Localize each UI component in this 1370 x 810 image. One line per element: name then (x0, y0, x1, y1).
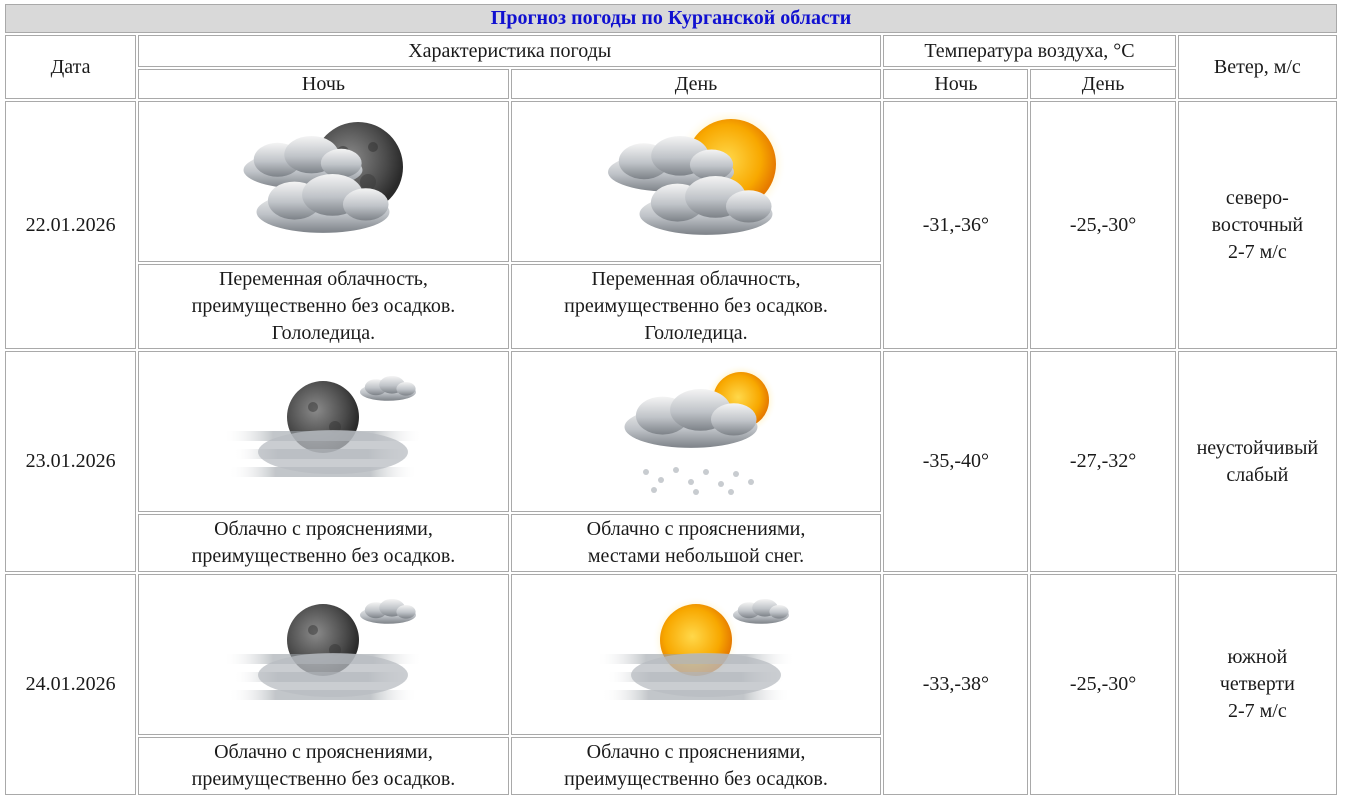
night-description (138, 514, 509, 572)
forecast-table (3, 2, 1339, 797)
partly-cloudy-day-icon (596, 112, 796, 252)
description-line: Облачно с прояснениями, (586, 518, 806, 540)
wind-cell (1178, 101, 1337, 349)
temp-night-cell: -35,-40° (883, 351, 1028, 572)
description-line: Переменная облачность, (218, 268, 428, 290)
description-line: преимущественно без осадков. (191, 768, 456, 790)
date-cell: 23.01.2026 (5, 351, 136, 572)
forecast-row (5, 574, 1337, 735)
cloudy-snow-day-icon (596, 362, 796, 502)
day-description (511, 514, 882, 572)
night-icon-cell (138, 351, 509, 512)
description-line: преимущественно без осадков. (191, 545, 456, 567)
day-description (511, 264, 882, 349)
night-description (138, 264, 509, 349)
temp-day-cell: -25,-30° (1030, 574, 1175, 795)
date-cell: 24.01.2026 (5, 574, 136, 795)
cloudy-night-icon (213, 367, 433, 497)
description-line: преимущественно без осадков. (564, 295, 828, 317)
description-line: Гололедица. (644, 322, 748, 344)
wind-text-line: северо- (1225, 186, 1289, 209)
day-icon-cell (511, 574, 882, 735)
wind-text-line: южной (1227, 646, 1288, 668)
wind-text-line: 2-7 м/с (1227, 240, 1287, 263)
header-temp-night: Ночь (883, 69, 1028, 99)
forecast-row (5, 101, 1337, 262)
date-cell: 22.01.2026 (5, 101, 136, 349)
cloudy-sun-day-icon (586, 590, 806, 720)
wind-text-line: слабый (1226, 463, 1289, 486)
description-line: преимущественно без осадков. (191, 295, 456, 317)
forecast-container (3, 2, 1339, 797)
wind-text-line: неустойчивый (1196, 436, 1319, 459)
description-line: Облачно с прояснениями, (214, 741, 433, 763)
header-weather: Характеристика погоды (138, 35, 881, 67)
temp-day-cell: -27,-32° (1030, 351, 1175, 572)
temp-day-cell: -25,-30° (1030, 101, 1175, 349)
description-line: Облачно с прояснениями, (214, 518, 433, 540)
header-wind: Ветер, м/с (1178, 35, 1337, 99)
cloudy-night-icon (213, 590, 433, 720)
header-weather-night: Ночь (138, 69, 509, 99)
wind-text-line: четверти (1219, 673, 1295, 695)
description-line: Облачно с прояснениями, (586, 741, 806, 763)
forecast-row (5, 351, 1337, 512)
night-description (138, 737, 509, 795)
header-temperature: Температура воздуха, °С (883, 35, 1175, 67)
day-description (511, 737, 882, 795)
header-temp-day: День (1030, 69, 1175, 99)
header-weather-day: День (511, 69, 882, 99)
temp-night-cell: -31,-36° (883, 101, 1028, 349)
wind-text-line: 2-7 м/с (1227, 700, 1287, 722)
wind-cell (1178, 351, 1337, 572)
partly-cloudy-night-icon (233, 112, 413, 252)
header-date: Дата (5, 35, 136, 99)
wind-cell (1178, 574, 1337, 795)
description-line: Переменная облачность, (591, 268, 801, 290)
table-title: Прогноз погоды по Курганской области (5, 4, 1337, 33)
description-line: местами небольшой снег. (587, 545, 805, 567)
temp-night-cell: -33,-38° (883, 574, 1028, 795)
description-line: Гололедица. (271, 322, 376, 344)
day-icon-cell (511, 351, 882, 512)
wind-text-line: восточный (1211, 213, 1304, 236)
night-icon-cell (138, 574, 509, 735)
night-icon-cell (138, 101, 509, 262)
description-line: преимущественно без осадков. (564, 768, 828, 790)
day-icon-cell (511, 101, 882, 262)
